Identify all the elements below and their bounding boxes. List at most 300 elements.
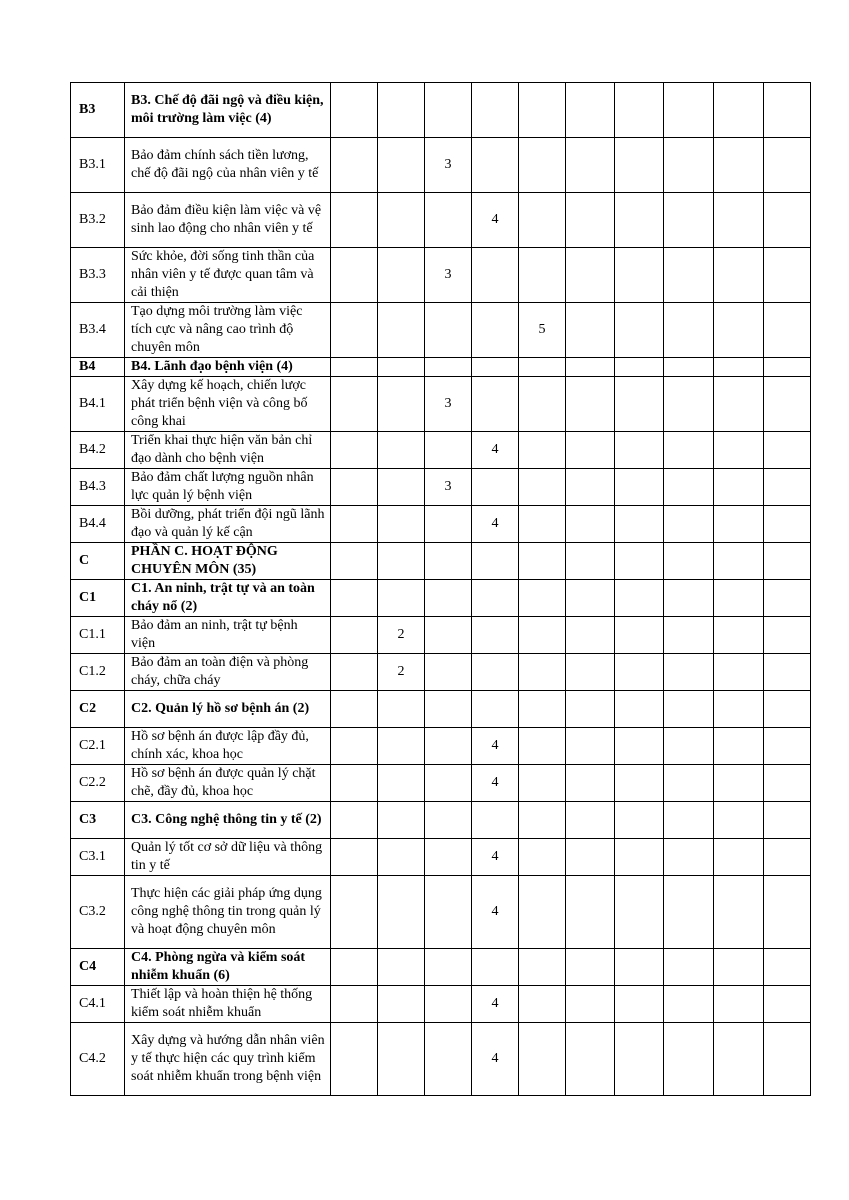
section-row (71, 543, 811, 580)
empty-cell (566, 654, 615, 691)
score-cell: 3 (425, 138, 472, 193)
row-code: C4.1 (71, 986, 125, 1023)
empty-cell (714, 654, 764, 691)
row-title: Xây dựng và hướng dẫn nhân viên y tế thực hiện các quy trình kiểm soát nhiễm khuẩn trong bệnh viện (125, 1023, 331, 1096)
score-cell: 4 (472, 876, 519, 949)
empty-cell (566, 543, 615, 580)
empty-cell (472, 83, 519, 138)
row-title: B4. Lãnh đạo bệnh viện (4) (125, 358, 331, 377)
empty-cell (615, 138, 664, 193)
empty-cell (331, 1023, 378, 1096)
empty-cell (519, 193, 566, 248)
row-title: Bảo đảm điều kiện làm việc và vệ sinh lao động cho nhân viên y tế (125, 193, 331, 248)
row-code: C2.1 (71, 728, 125, 765)
empty-cell (764, 303, 811, 358)
empty-cell (764, 358, 811, 377)
empty-cell (764, 248, 811, 303)
row-title: Hồ sơ bệnh án được lập đầy đủ, chính xác, khoa học (125, 728, 331, 765)
score-cell: 4 (472, 432, 519, 469)
criterion-row (71, 377, 811, 432)
empty-cell (425, 193, 472, 248)
score-cell: 3 (425, 248, 472, 303)
section-row (71, 358, 811, 377)
empty-cell (764, 765, 811, 802)
empty-cell (519, 765, 566, 802)
empty-cell (425, 654, 472, 691)
section-row (71, 691, 811, 728)
empty-cell (664, 432, 714, 469)
empty-cell (331, 469, 378, 506)
empty-cell (331, 802, 378, 839)
empty-cell (519, 802, 566, 839)
row-code: B3.2 (71, 193, 125, 248)
empty-cell (764, 469, 811, 506)
assessment-table (70, 82, 811, 1096)
empty-cell (331, 654, 378, 691)
empty-cell (519, 839, 566, 876)
empty-cell (714, 469, 764, 506)
empty-cell (519, 377, 566, 432)
empty-cell (664, 377, 714, 432)
empty-cell (664, 469, 714, 506)
empty-cell (764, 506, 811, 543)
row-code: C3.2 (71, 876, 125, 949)
empty-cell (566, 469, 615, 506)
empty-cell (764, 432, 811, 469)
empty-cell (764, 802, 811, 839)
empty-cell (519, 506, 566, 543)
row-code: B3.1 (71, 138, 125, 193)
score-cell: 3 (425, 469, 472, 506)
empty-cell (566, 765, 615, 802)
empty-cell (714, 138, 764, 193)
row-code: B4.2 (71, 432, 125, 469)
empty-cell (764, 654, 811, 691)
empty-cell (566, 949, 615, 986)
empty-cell (425, 617, 472, 654)
empty-cell (566, 83, 615, 138)
empty-cell (519, 986, 566, 1023)
empty-cell (615, 728, 664, 765)
empty-cell (714, 580, 764, 617)
criterion-row (71, 506, 811, 543)
empty-cell (615, 802, 664, 839)
empty-cell (714, 691, 764, 728)
empty-cell (378, 506, 425, 543)
table-body (71, 83, 811, 1096)
empty-cell (378, 1023, 425, 1096)
empty-cell (664, 765, 714, 802)
score-cell: 4 (472, 1023, 519, 1096)
criterion-row (71, 728, 811, 765)
empty-cell (378, 839, 425, 876)
empty-cell (764, 986, 811, 1023)
empty-cell (331, 543, 378, 580)
empty-cell (378, 248, 425, 303)
score-cell: 4 (472, 765, 519, 802)
empty-cell (664, 358, 714, 377)
empty-cell (566, 432, 615, 469)
empty-cell (615, 83, 664, 138)
empty-cell (566, 138, 615, 193)
empty-cell (425, 691, 472, 728)
empty-cell (615, 358, 664, 377)
empty-cell (664, 248, 714, 303)
empty-cell (664, 802, 714, 839)
empty-cell (615, 193, 664, 248)
empty-cell (615, 377, 664, 432)
row-code: C2 (71, 691, 125, 728)
empty-cell (664, 83, 714, 138)
empty-cell (764, 876, 811, 949)
empty-cell (764, 1023, 811, 1096)
empty-cell (714, 617, 764, 654)
row-code: B4.3 (71, 469, 125, 506)
criterion-row (71, 303, 811, 358)
empty-cell (378, 138, 425, 193)
empty-cell (425, 358, 472, 377)
criterion-row (71, 617, 811, 654)
empty-cell (764, 377, 811, 432)
row-code: B3.4 (71, 303, 125, 358)
row-title: C2. Quản lý hồ sơ bệnh án (2) (125, 691, 331, 728)
empty-cell (378, 83, 425, 138)
empty-cell (331, 728, 378, 765)
row-code: B4 (71, 358, 125, 377)
empty-cell (378, 193, 425, 248)
criterion-row (71, 432, 811, 469)
empty-cell (664, 580, 714, 617)
empty-cell (331, 193, 378, 248)
row-code: C1 (71, 580, 125, 617)
empty-cell (566, 193, 615, 248)
empty-cell (378, 986, 425, 1023)
empty-cell (425, 303, 472, 358)
empty-cell (331, 617, 378, 654)
empty-cell (472, 358, 519, 377)
empty-cell (472, 691, 519, 728)
empty-cell (331, 432, 378, 469)
empty-cell (519, 728, 566, 765)
empty-cell (425, 728, 472, 765)
empty-cell (378, 303, 425, 358)
empty-cell (425, 1023, 472, 1096)
empty-cell (425, 802, 472, 839)
empty-cell (664, 138, 714, 193)
score-cell: 5 (519, 303, 566, 358)
empty-cell (425, 580, 472, 617)
empty-cell (615, 876, 664, 949)
empty-cell (519, 248, 566, 303)
empty-cell (714, 432, 764, 469)
empty-cell (714, 83, 764, 138)
empty-cell (331, 765, 378, 802)
row-title: C4. Phòng ngừa và kiểm soát nhiễm khuẩn (6) (125, 949, 331, 986)
row-title: Bảo đảm chất lượng nguồn nhân lực quản lý bệnh viện (125, 469, 331, 506)
empty-cell (331, 358, 378, 377)
empty-cell (566, 580, 615, 617)
criterion-row (71, 469, 811, 506)
empty-cell (664, 839, 714, 876)
row-code: C3.1 (71, 839, 125, 876)
empty-cell (519, 432, 566, 469)
empty-cell (764, 949, 811, 986)
row-title: Hồ sơ bệnh án được quản lý chặt chẽ, đầy đủ, khoa học (125, 765, 331, 802)
empty-cell (714, 728, 764, 765)
empty-cell (425, 876, 472, 949)
empty-cell (378, 432, 425, 469)
empty-cell (331, 303, 378, 358)
score-cell: 2 (378, 654, 425, 691)
row-code: B4.4 (71, 506, 125, 543)
empty-cell (664, 1023, 714, 1096)
row-title: C3. Công nghệ thông tin y tế (2) (125, 802, 331, 839)
empty-cell (664, 654, 714, 691)
empty-cell (519, 949, 566, 986)
empty-cell (664, 543, 714, 580)
empty-cell (664, 986, 714, 1023)
criterion-row (71, 248, 811, 303)
empty-cell (566, 506, 615, 543)
empty-cell (615, 654, 664, 691)
empty-cell (378, 580, 425, 617)
row-title: Triển khai thực hiện văn bản chỉ đạo dành cho bệnh viện (125, 432, 331, 469)
empty-cell (472, 949, 519, 986)
empty-cell (472, 580, 519, 617)
empty-cell (425, 432, 472, 469)
empty-cell (378, 949, 425, 986)
empty-cell (378, 765, 425, 802)
empty-cell (714, 765, 764, 802)
empty-cell (714, 506, 764, 543)
empty-cell (664, 193, 714, 248)
empty-cell (519, 617, 566, 654)
empty-cell (714, 193, 764, 248)
empty-cell (519, 876, 566, 949)
empty-cell (472, 543, 519, 580)
empty-cell (615, 949, 664, 986)
empty-cell (615, 691, 664, 728)
empty-cell (664, 617, 714, 654)
empty-cell (331, 377, 378, 432)
empty-cell (425, 839, 472, 876)
row-code: C3 (71, 802, 125, 839)
empty-cell (331, 691, 378, 728)
empty-cell (519, 83, 566, 138)
empty-cell (566, 617, 615, 654)
row-code: B3.3 (71, 248, 125, 303)
empty-cell (714, 949, 764, 986)
empty-cell (714, 986, 764, 1023)
row-title: Thiết lập và hoàn thiện hệ thống kiểm soát nhiễm khuẩn (125, 986, 331, 1023)
empty-cell (664, 949, 714, 986)
empty-cell (331, 949, 378, 986)
criterion-row (71, 986, 811, 1023)
empty-cell (615, 506, 664, 543)
empty-cell (378, 377, 425, 432)
empty-cell (425, 506, 472, 543)
criterion-row (71, 193, 811, 248)
row-title: B3. Chế độ đãi ngộ và điều kiện, môi trường làm việc (4) (125, 83, 331, 138)
empty-cell (615, 432, 664, 469)
empty-cell (764, 617, 811, 654)
empty-cell (378, 358, 425, 377)
empty-cell (714, 377, 764, 432)
empty-cell (566, 358, 615, 377)
empty-cell (664, 728, 714, 765)
criterion-row (71, 1023, 811, 1096)
empty-cell (615, 839, 664, 876)
empty-cell (764, 580, 811, 617)
empty-cell (615, 1023, 664, 1096)
row-code: C1.1 (71, 617, 125, 654)
empty-cell (472, 377, 519, 432)
empty-cell (615, 580, 664, 617)
empty-cell (566, 303, 615, 358)
row-code: B4.1 (71, 377, 125, 432)
empty-cell (331, 506, 378, 543)
empty-cell (378, 691, 425, 728)
empty-cell (331, 248, 378, 303)
criterion-row (71, 876, 811, 949)
empty-cell (519, 138, 566, 193)
section-row (71, 802, 811, 839)
row-code: C4 (71, 949, 125, 986)
empty-cell (378, 469, 425, 506)
empty-cell (519, 691, 566, 728)
empty-cell (519, 358, 566, 377)
empty-cell (664, 506, 714, 543)
row-title: C1. An ninh, trật tự và an toàn cháy nổ (2) (125, 580, 331, 617)
row-code: C (71, 543, 125, 580)
empty-cell (714, 802, 764, 839)
row-title: Quản lý tốt cơ sở dữ liệu và thông tin y tế (125, 839, 331, 876)
empty-cell (764, 691, 811, 728)
section-row (71, 949, 811, 986)
empty-cell (615, 765, 664, 802)
empty-cell (615, 248, 664, 303)
empty-cell (425, 765, 472, 802)
row-title: Bảo đảm an ninh, trật tự bệnh viện (125, 617, 331, 654)
empty-cell (764, 83, 811, 138)
empty-cell (714, 248, 764, 303)
empty-cell (331, 986, 378, 1023)
score-cell: 2 (378, 617, 425, 654)
empty-cell (425, 83, 472, 138)
empty-cell (664, 691, 714, 728)
empty-cell (425, 949, 472, 986)
empty-cell (472, 654, 519, 691)
assessment-table-page (70, 82, 810, 1096)
empty-cell (331, 83, 378, 138)
empty-cell (378, 876, 425, 949)
empty-cell (425, 543, 472, 580)
score-cell: 3 (425, 377, 472, 432)
empty-cell (378, 728, 425, 765)
empty-cell (425, 986, 472, 1023)
row-title: Sức khỏe, đời sống tinh thần của nhân viên y tế được quan tâm và cải thiện (125, 248, 331, 303)
empty-cell (714, 358, 764, 377)
empty-cell (566, 377, 615, 432)
score-cell: 4 (472, 728, 519, 765)
row-title: Bồi dưỡng, phát triển đội ngũ lãnh đạo và quản lý kế cận (125, 506, 331, 543)
empty-cell (331, 876, 378, 949)
empty-cell (566, 248, 615, 303)
empty-cell (764, 728, 811, 765)
empty-cell (566, 728, 615, 765)
empty-cell (331, 138, 378, 193)
empty-cell (566, 876, 615, 949)
empty-cell (566, 986, 615, 1023)
section-row (71, 580, 811, 617)
empty-cell (472, 469, 519, 506)
empty-cell (519, 654, 566, 691)
empty-cell (714, 839, 764, 876)
empty-cell (519, 580, 566, 617)
empty-cell (566, 802, 615, 839)
score-cell: 4 (472, 193, 519, 248)
empty-cell (519, 469, 566, 506)
empty-cell (378, 543, 425, 580)
empty-cell (331, 580, 378, 617)
row-title: Bảo đảm chính sách tiền lương, chế độ đãi ngộ của nhân viên y tế (125, 138, 331, 193)
row-title: Xây dựng kế hoạch, chiến lược phát triển bệnh viện và công bố công khai (125, 377, 331, 432)
empty-cell (472, 138, 519, 193)
empty-cell (566, 691, 615, 728)
empty-cell (331, 839, 378, 876)
criterion-row (71, 654, 811, 691)
score-cell: 4 (472, 986, 519, 1023)
section-row (71, 83, 811, 138)
empty-cell (519, 543, 566, 580)
empty-cell (615, 469, 664, 506)
empty-cell (764, 839, 811, 876)
score-cell: 4 (472, 506, 519, 543)
empty-cell (378, 802, 425, 839)
criterion-row (71, 138, 811, 193)
empty-cell (714, 1023, 764, 1096)
empty-cell (615, 986, 664, 1023)
row-title: Bảo đảm an toàn điện và phòng cháy, chữa cháy (125, 654, 331, 691)
row-code: C4.2 (71, 1023, 125, 1096)
empty-cell (519, 1023, 566, 1096)
empty-cell (615, 303, 664, 358)
empty-cell (472, 802, 519, 839)
empty-cell (566, 839, 615, 876)
empty-cell (764, 138, 811, 193)
empty-cell (714, 876, 764, 949)
empty-cell (664, 303, 714, 358)
row-title: PHẦN C. HOẠT ĐỘNG CHUYÊN MÔN (35) (125, 543, 331, 580)
empty-cell (566, 1023, 615, 1096)
row-title: Tạo dựng môi trường làm việc tích cực và nâng cao trình độ chuyên môn (125, 303, 331, 358)
score-cell: 4 (472, 839, 519, 876)
empty-cell (615, 543, 664, 580)
empty-cell (472, 248, 519, 303)
row-title: Thực hiện các giải pháp ứng dụng công nghệ thông tin trong quản lý và hoạt động chuyên môn (125, 876, 331, 949)
empty-cell (615, 617, 664, 654)
empty-cell (714, 303, 764, 358)
empty-cell (764, 193, 811, 248)
row-code: B3 (71, 83, 125, 138)
criterion-row (71, 839, 811, 876)
row-code: C1.2 (71, 654, 125, 691)
criterion-row (71, 765, 811, 802)
empty-cell (472, 303, 519, 358)
empty-cell (714, 543, 764, 580)
empty-cell (664, 876, 714, 949)
row-code: C2.2 (71, 765, 125, 802)
